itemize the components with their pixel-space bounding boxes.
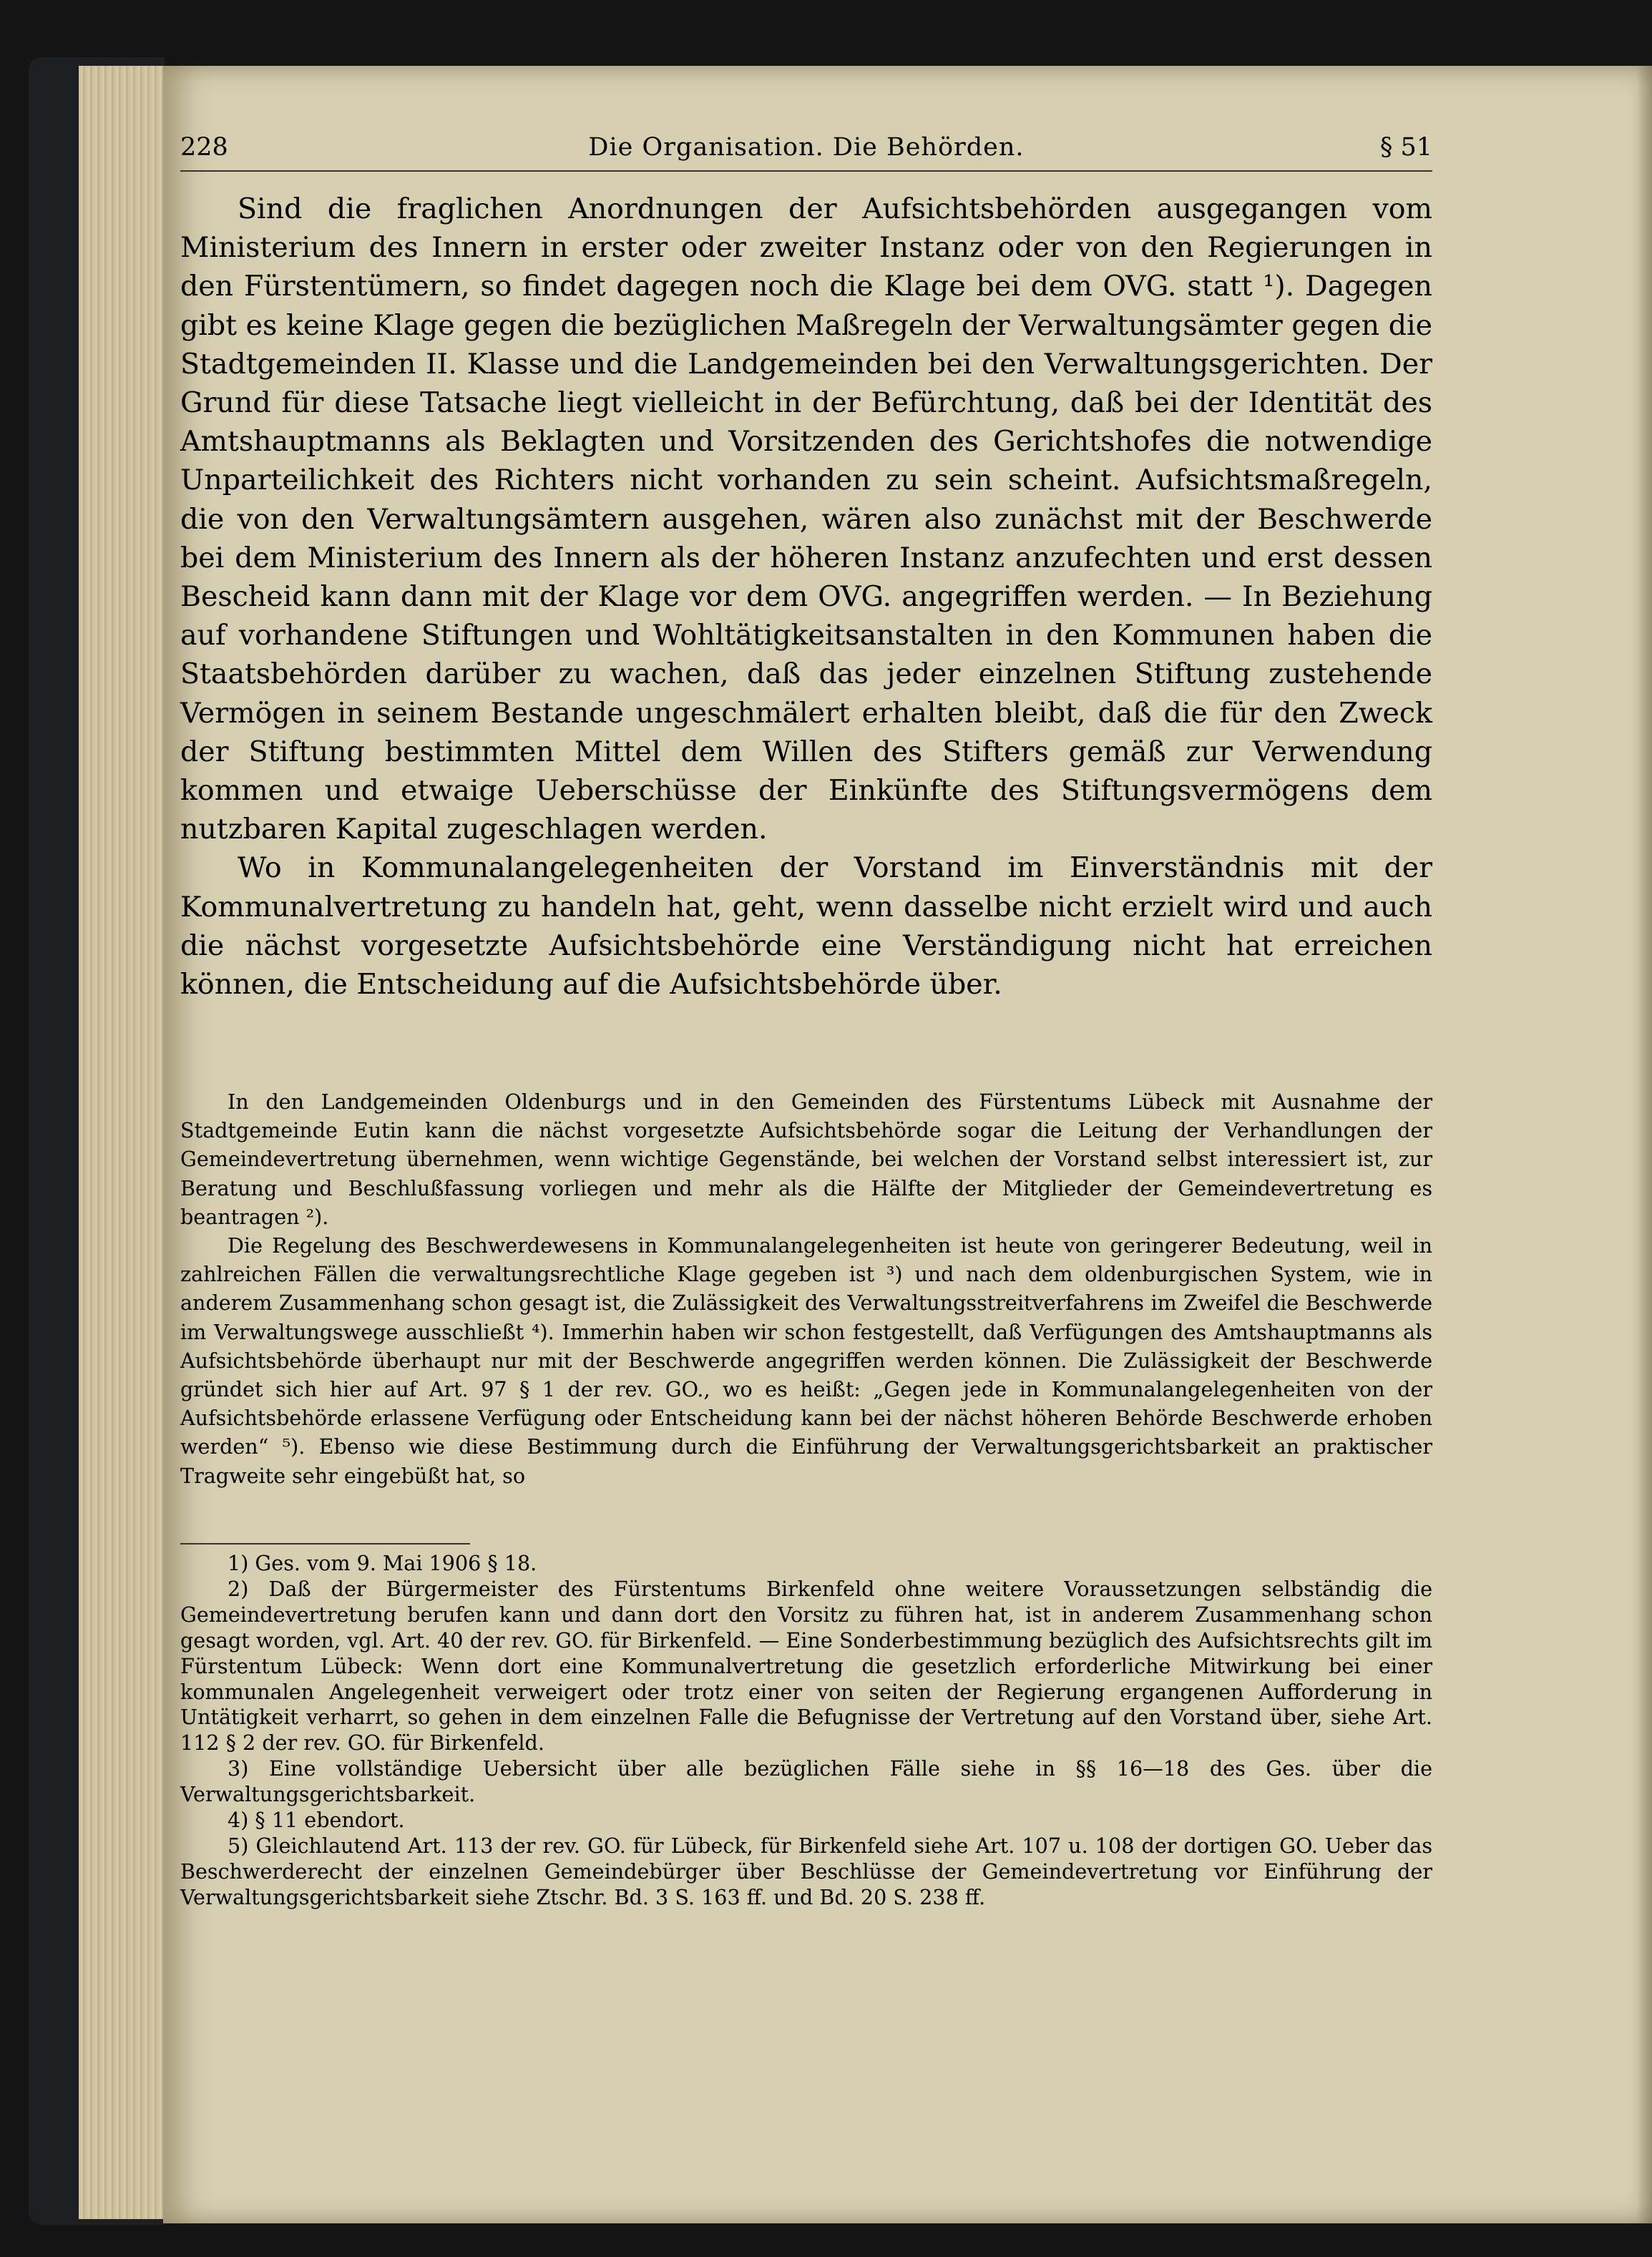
footnotes — [180, 1551, 1432, 1911]
section-number: § 51 — [1379, 133, 1432, 162]
page-edges — [79, 66, 172, 2219]
small-paragraph: In den Landgemeinden Oldenburgs und in den Gemeinden des Fürstentums Lübeck mit Ausnahme der Stadtgemeinde Eutin kann die nächst vorgesetzte Aufsichtsbehörde sogar die Leitung der Verhandlungen der Gemeindevertretung übernehmen, wenn wichtige Gegenstände, bei welchen der Vorstand selbst interessiert ist, zur Beratung und Beschlußfassung vorliegen und mehr als die Hälfte der Mitglieder der Gemeindevertretung es beantragen ²). — [180, 1090, 1432, 1229]
small-paragraph: Die Regelung des Beschwerdewesens in Kommunalangelegenheiten ist heute von geringerer Bedeutung, weil in zahlreichen Fällen die verwaltungsrechtliche Klage gegeben ist ³) und nach dem oldenburgischen System, wie in anderem Zusammenhang schon gesagt ist, die Zulässigkeit des Verwaltungsstreitverfahrens im Zweifel die Beschwerde im Verwaltungswege ausschließt ⁴). Immerhin haben wir schon festgestellt, daß Verfügungen des Amtshauptmanns als Aufsichtsbehörde überhaupt nur mit der Beschwerde angegriffen werden können. Die Zulässigkeit der Beschwerde gründet sich hier auf Art. 97 § 1 der rev. GO., wo es heißt: „Gegen jede in Kommunalangelegenheiten von der Aufsichtsbehörde erlassene Verfügung oder Entscheidung kann bei der nächst höheren Behörde Beschwerde erhoben werden“ ⁵). Ebenso wie diese Bestimmung durch die Einführung der Verwaltungsgerichtsbarkeit an praktischer Tragweite sehr eingebüßt hat, so — [180, 1233, 1432, 1488]
small-print-text — [180, 1087, 1432, 1490]
paragraph: Wo in Kommunalangelegenheiten der Vorstand im Einverständnis mit der Kommunalvertretung zu handeln hat, geht, wenn dasselbe nicht erzielt wird und auch die nächst vorgesetzte Aufsichtsbehörde eine Verständigung nicht hat erreichen können, die Entscheidung auf die Aufsichtsbehörde über. — [180, 851, 1432, 1002]
header-rule — [180, 170, 1432, 172]
footnote: 3) Eine vollständige Uebersicht über alle bezüglichen Fälle siehe in §§ 16—18 des Ges. über die Verwaltungsgerichtsbarkeit. — [180, 1756, 1432, 1807]
main-text — [180, 190, 1432, 1004]
running-title: Die Organisation. Die Behörden. — [588, 133, 1025, 162]
page-number: 228 — [180, 133, 228, 162]
footnote: 1) Ges. vom 9. Mai 1906 § 18. — [228, 1551, 537, 1575]
paragraph: Sind die fraglichen Anordnungen der Aufsichtsbehörden ausgegangen vom Ministerium des Innern in erster oder zweiter Instanz oder von den Regierungen in den Fürstentümern, so findet dagegen noch die Klage bei dem OVG. statt ¹). Dagegen gibt es keine Klage gegen die bezüglichen Maßregeln der Verwaltungsämter gegen die Stadtgemeinden II. Klasse und die Landgemeinden bei den Verwaltungsgerichten. Der Grund für diese Tatsache liegt vielleicht in der Befürchtung, daß bei der Identität des Amtshauptmanns als Beklagten und Vorsitzenden des Gerichtshofes die notwendige Unparteilichkeit des Richters nicht vorhanden zu sein scheint. Aufsichtsmaßregeln, die von den Verwaltungsämtern ausgehen, wären also zunächst mit der Beschwerde bei dem Ministerium des Innern als der höheren Instanz anzufechten und erst dessen Bescheid kann dann mit der Klage vor dem OVG. angegriffen werden. — In Beziehung auf vorhandene Stiftungen und Wohltätigkeitsanstalten in den Kommunen haben die Staatsbehörden darüber zu wachen, daß das jeder einzelnen Stiftung zustehende Vermögen in seinem Bestande ungeschmälert erhalten bleibt, daß die für den Zweck der Stiftung bestimmten Mittel dem Willen des Stifters gemäß zur Verwendung kommen und etwaige Ueberschüsse der Einkünfte des Stiftungsvermögens dem nutzbaren Kapital zugeschlagen werden. — [180, 192, 1432, 846]
footnote-rule — [180, 1543, 470, 1544]
footnote: 5) Gleichlautend Art. 113 der rev. GO. für Lübeck, für Birkenfeld siehe Art. 107 u. 108 der dortigen GO. Ueber das Beschwerderecht der einzelnen Gemeindebürger über Beschlüsse der Gemeindevertretung vor Einführung der Verwaltungsgerichtsbarkeit siehe Ztschr. Bd. 3 S. 163 ff. und Bd. 20 S. 238 ff. — [180, 1833, 1432, 1909]
page-gutter-shadow — [1636, 66, 1652, 2223]
running-header — [180, 129, 1432, 172]
footnote: 2) Daß der Bürgermeister des Fürstentums Birkenfeld ohne weitere Voraussetzungen selbständig die Gemeindevertretung berufen kann und dann dort den Vorsitz zu führen hat, ist in anderem Zusammenhang schon gesagt worden, vgl. Art. 40 der rev. GO. für Birkenfeld. — Eine Sonderbestimmung bezüglich des Aufsichtsrechts gilt im Fürstentum Lübeck: Wenn dort eine Kommunalvertretung die gesetzlich erforderliche Mitwirkung bei einer kommunalen Angelegenheit verweigert oder trotz einer von seiten der Regierung ergangenen Aufforderung in Untätigkeit verharrt, so gehen in dem einzelnen Falle die Befugnisse der Vertretung auf den Vorstand über, siehe Art. 112 § 2 der rev. GO. für Birkenfeld. — [180, 1576, 1432, 1756]
footnote: 4) § 11 ebendort. — [228, 1808, 405, 1833]
